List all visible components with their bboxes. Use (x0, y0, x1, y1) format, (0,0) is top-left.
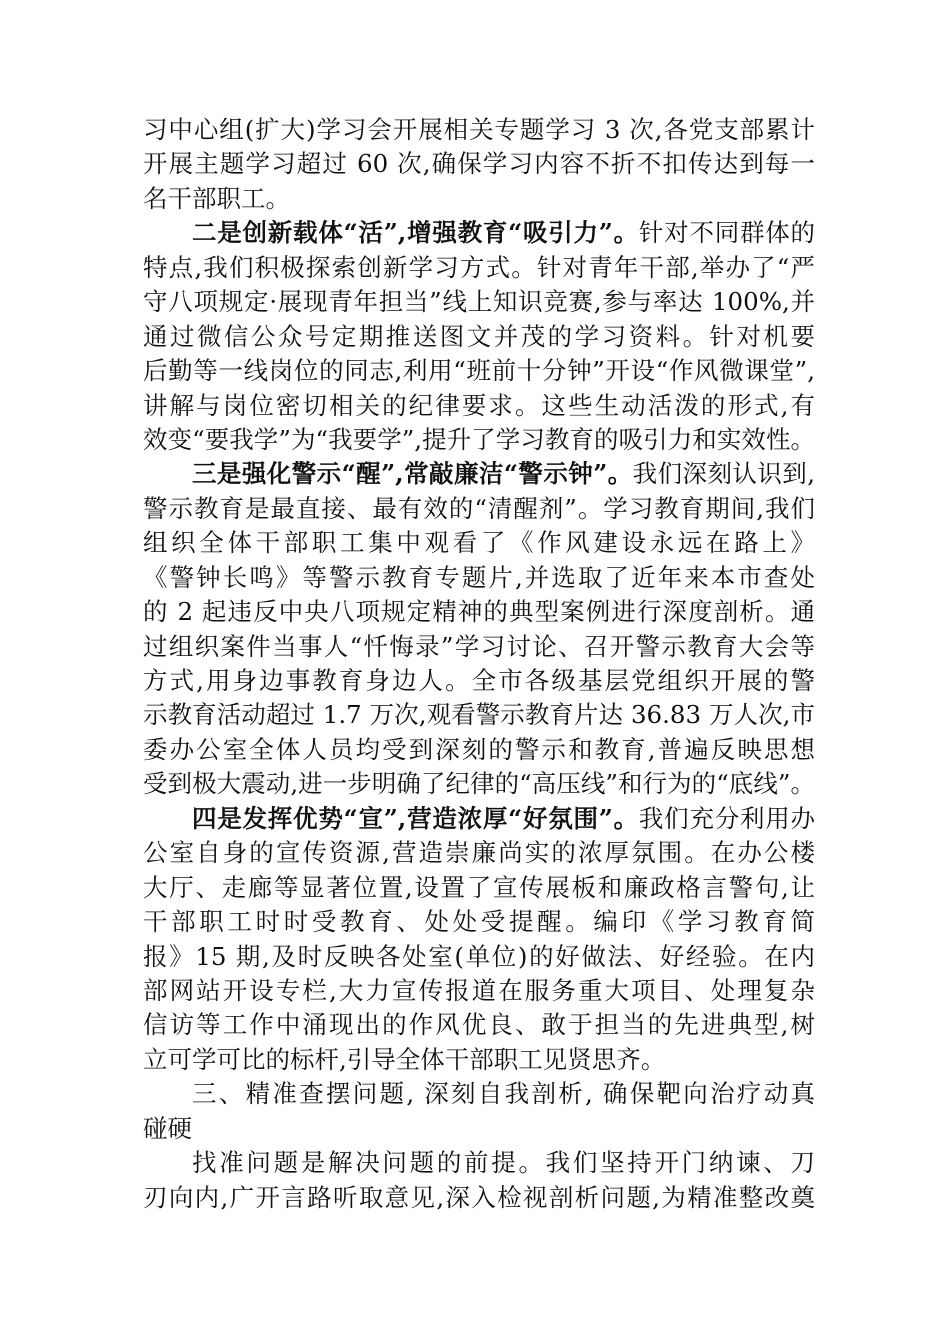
text-line: 示教育活动超过 1.7 万次,观看警示教育片达 36.83 万人次,市 (143, 700, 815, 730)
text-line: 讲解与岗位密切相关的纪律要求。这些生动活泼的形式,有 (143, 390, 815, 420)
text-line: 受到极大震动,进一步明确了纪律的“高压线”和行为的“底线”。 (143, 769, 815, 799)
bold-subheading: 二是创新载体“活”,增强教育“吸引力”。 (192, 218, 639, 248)
text-line: 刃向内,广开言路听取意见,深入检视剖析问题,为精准整改奠 (143, 1182, 815, 1212)
text-line: 组织全体干部职工集中观看了《作风建设永远在路上》 (143, 528, 815, 558)
text-line: 公室自身的宣传资源,营造崇廉尚实的浓厚氛围。在办公楼 (143, 838, 815, 868)
text-line: 后勤等一线岗位的同志,利用“班前十分钟”开设“作风微课堂”, (143, 356, 815, 386)
paragraph-heading-line: 二是创新载体“活”,增强教育“吸引力”。针对不同群体的 (192, 218, 816, 248)
text-line: 委办公室全体人员均受到深刻的警示和教育,普遍反映思想 (143, 734, 815, 764)
section-heading: 三、精准查摆问题, 深刻自我剖析, 确保靶向治疗动真 (192, 1079, 815, 1109)
paragraph-heading-line: 三是强化警示“醒”,常敲廉洁“警示钟”。我们深刻认识到, (192, 459, 815, 489)
text-line: 开展主题学习超过 60 次,确保学习内容不折不扣传达到每一 (143, 149, 815, 179)
text-line: 守八项规定·展现青年担当”线上知识竞赛,参与率达 100%,并 (143, 287, 815, 317)
text-line: 过组织案件当事人“忏悔录”学习讨论、召开警示教育大会等 (143, 631, 815, 661)
bold-subheading: 四是发挥优势“宣”,营造浓厚“好氛围”。 (192, 803, 639, 833)
paragraph-heading-line: 四是发挥优势“宣”,营造浓厚“好氛围”。我们充分利用办 (192, 803, 816, 833)
text-line: 报》15 期,及时反映各处室(单位)的好做法、好经验。在内 (143, 941, 815, 971)
text-line: 干部职工时时受教育、处处受提醒。编印《学习教育简 (143, 907, 815, 937)
text-line: 大厅、走廊等显著位置,设置了宣传展板和廉政格言警句,让 (143, 872, 815, 902)
text-line: 效变“要我学”为“我要学”,提升了学习教育的吸引力和实效性。 (143, 424, 815, 454)
text-line: 警示教育是最直接、最有效的“清醒剂”。学习教育期间,我们 (143, 493, 815, 523)
bold-subheading: 三是强化警示“醒”,常敲廉洁“警示钟”。 (192, 459, 633, 489)
text-line: 部网站开设专栏,大力宣传报道在服务重大项目、处理复杂 (143, 975, 815, 1005)
text-line: 的 2 起违反中央八项规定精神的典型案例进行深度剖析。通 (143, 597, 815, 627)
text-line: 名干部职工。 (143, 183, 290, 213)
text-line: 特点,我们积极探索创新学习方式。针对青年干部,举办了“严 (143, 252, 815, 282)
text-line: 通过微信公众号定期推送图文并茂的学习资料。针对机要 (143, 321, 815, 351)
text-line: 立可学可比的标杆,引导全体干部职工见贤思齐。 (143, 1044, 666, 1074)
text-line: 信访等工作中涌现出的作风优良、敢于担当的先进典型,树 (143, 1010, 815, 1040)
section-heading-continuation: 碰硬 (143, 1113, 192, 1143)
document-body (143, 113, 815, 1215)
text-line: 找准问题是解决问题的前提。我们坚持开门纳谏、刀 (192, 1148, 815, 1178)
text-line: 《警钟长鸣》等警示教育专题片,并选取了近年来本市查处 (143, 562, 815, 592)
text-line: 方式,用身边事教育身边人。全市各级基层党组织开展的警 (143, 666, 815, 695)
text-line: 习中心组(扩大)学习会开展相关专题学习 3 次,各党支部累计 (143, 115, 815, 144)
